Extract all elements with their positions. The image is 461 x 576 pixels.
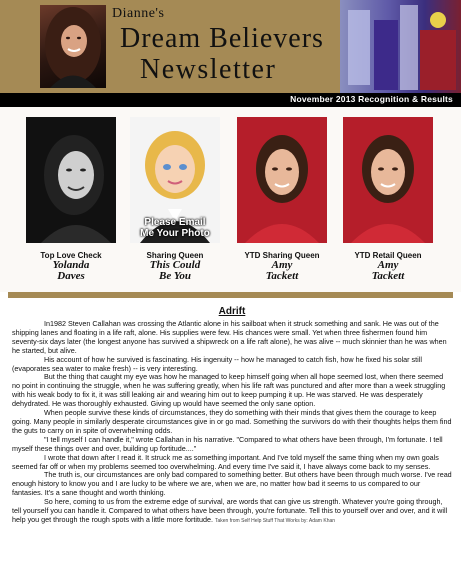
recognition-photo [343,117,433,243]
recognition-name: This Could [149,259,201,271]
article-title: Adrift [218,306,246,317]
recognition-name: Tackett [371,270,405,282]
article-paragraph: His account of how he survived is fascinating. His ingenuity -- how he managed to catch fish, how he fixed his solar still (evaporates sea water to make fresh) -- is very interesting. [12,354,422,373]
photo-overlay-text: Me Your Photo [140,228,210,239]
recognition-name: Yolanda [52,259,90,271]
recognition-card [26,117,116,282]
issue-banner-text: November 2013 Recognition & Results [290,94,453,104]
header-products-image [340,0,461,93]
recognition-card [343,117,433,282]
recognition-name: Amy [271,259,293,271]
article-paragraph-last [12,498,452,526]
recognition-name: Amy [377,259,399,271]
article-paragraph: The truth is, our circumstances are only bad compared to something better. But others have been through much worse. I've read enough history to know you and I are lucky to be where we are, when we are, no matter how bad it seems to us compared to our fantasies. It's a sane thought and worth thinking. [12,470,452,498]
header-title-newsletter: Newsletter [140,54,277,85]
recognition-photo [237,117,327,243]
photo-overlay-text: Please Email [144,217,206,228]
article-paragraph: When people survive these kinds of circumstances, they do something with their minds that gives them the courage to keep going. Many people in similarly desperate circumstances give in or go mad. Something the survivors do with their thoughts helps them find the guts to carry on in spite of overwhelming odds. [12,408,452,435]
issue-banner [0,93,461,107]
article-body [12,320,452,526]
recognition-role: YTD Retail Queen [354,251,422,260]
article-credit: Taken from Self Help Stuff That Works by: Adam Khan [214,517,336,524]
recognition-name: Be You [159,270,191,282]
article-paragraph: I wrote that down after I read it. It struck me as something important. And I've told myself the same thing when my own goals seemed far off or when my problems seemed too overwhelming. And every time I've said it, I have always come back to my senses. [12,452,439,471]
header-title-owner: Dianne's [112,6,165,21]
section-divider [8,292,453,298]
article-paragraph-text: So here, coming to us from the extreme edge of survival, are words that can give us strength. Whatever you're going through, tell yourself you can handle it. Compared to what others have been through, you're fortunate. Tell this to yourself over and over, and it will help you get through the rough spots with a little more fortitude. [12,497,448,524]
recognition-section [0,107,461,292]
header-portrait-photo [40,5,106,88]
article [12,306,452,526]
recognition-card [130,117,220,282]
newsletter-header [0,0,461,93]
recognition-role: Sharing Queen [146,251,204,260]
recognition-role: Top Love Check [40,251,102,260]
recognition-photo [26,117,116,243]
recognition-name: Tackett [265,270,299,282]
article-paragraph: In1982 Steven Callahan was crossing the Atlantic alone in his sailboat when it struck something and sank. He was out of the shipping lanes and floating in a life raft, alone. His supplies were few. His chances were small. Yet when three fishermen found him seventy-six days later (the longest anyone has survived a shipwreck on a life raft alone), he was alive -- much skinnier than he was when he started, but alive. [12,319,447,355]
recognition-role: YTD Sharing Queen [244,251,320,260]
article-paragraph: But the thing that caught my eye was how he managed to keep himself going when all hope seemed lost, when there seemed no point in continuing the struggle, when he was suffering greatly, when his life raft was punctured and after more than a week struggling with his weak body to fix it, it was still leaking air and wearing him out to keep pumping it up. He was starved. He was desperately dehydrated. He was thoroughly exhausted. Giving up would have seemed the only sane option. [12,372,446,409]
article-paragraph: "I tell myself I can handle it," wrote Callahan in his narrative. "Compared to what others have been through, I'm fortunate. I tell myself these things over and over, building up fortitude...." [12,434,443,453]
recognition-photo [130,117,220,243]
recognition-name: Daves [57,270,85,282]
header-title-main: Dream Believers [120,23,324,54]
recognition-card [237,117,327,282]
